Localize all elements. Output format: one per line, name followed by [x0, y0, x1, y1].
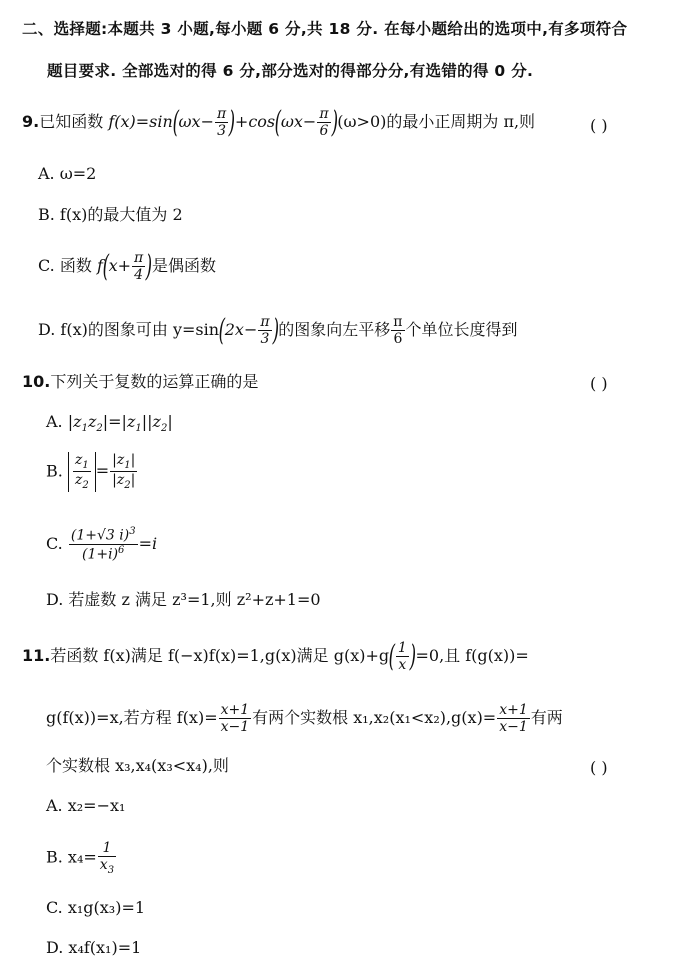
- q10-option-b-expression: $\frac{z_1}{z_2}$ = $\frac{|z_1|}{|z_2|}$: [68, 461, 138, 480]
- q11-line1-fraction: ( $\frac{1}{x}$ ): [388, 638, 416, 674]
- question-number: 11.: [22, 646, 51, 666]
- q11-line1-prefix: 若函数 f(x)满足 f(−x)f(x)=1,g(x)满足 g(x)+g: [50, 646, 390, 666]
- q11-line2-fraction-2: $\frac{x+1}{x-1}$: [499, 702, 528, 736]
- q9-option-d-expression: (2x− $\frac{\pi}{3}$ ): [218, 312, 279, 348]
- q9-option-c-suffix: 是偶函数: [151, 256, 216, 276]
- q11-option-b: [46, 840, 117, 876]
- q10-stem-text: 下列关于复数的运算正确的是: [50, 372, 259, 391]
- question-9-stem: [22, 106, 535, 139]
- q10-option-c-label: C.: [46, 533, 63, 553]
- answer-paren: ( ): [590, 116, 608, 135]
- q9-option-c-prefix: C. 函数: [38, 256, 97, 276]
- q9-option-a: A. ω=2: [38, 164, 97, 183]
- q10-option-a: [46, 414, 173, 434]
- question-11-line2: [46, 702, 563, 735]
- q11-option-b-label: B. x₄=: [46, 847, 97, 867]
- q9-option-d-shift: $\frac{\pi}{6}$: [393, 314, 403, 348]
- q11-line2-prefix: g(f(x))=x,若方程 f(x)=: [46, 708, 218, 728]
- q10-option-a-label: A.: [46, 412, 63, 431]
- q9-option-c-expression: f(x+ $\frac{\pi}{4}$ ): [96, 248, 153, 284]
- question-11-line1: [22, 640, 529, 673]
- q9-option-d: [38, 314, 518, 347]
- q9-option-d-mid: 的图象向左平移: [278, 320, 391, 340]
- answer-paren: ( ): [590, 374, 608, 393]
- q9-option-d-prefix: D. f(x)的图象可由 y=sin: [38, 320, 220, 340]
- answer-paren: ( ): [590, 758, 608, 777]
- q10-option-d: D. 若虚数 z 满足 z³=1,则 z²+z+1=0: [46, 590, 321, 609]
- question-10-stem: [22, 374, 258, 390]
- q11-line2-suffix: 有两: [530, 708, 563, 728]
- q9-option-c: [38, 250, 216, 283]
- q11-line1-suffix: =0,且 f(g(x))=: [415, 646, 529, 666]
- q10-option-c: [46, 526, 157, 563]
- section-header-line2: 题目要求. 全部选对的得 6 分,部分选对的得部分分,有选错的得 0 分.: [47, 62, 534, 80]
- q11-option-b-fraction: $\frac{1}{x_3}$: [99, 840, 115, 876]
- question-number: 10.: [22, 372, 51, 391]
- q9-option-b: B. f(x)的最大值为 2: [38, 205, 183, 224]
- q9-stem-prefix: 已知函数: [39, 112, 109, 132]
- q11-line2-mid: 有两个实数根 x₁,x₂(x₁<x₂),g(x)=: [252, 708, 497, 728]
- question-11-line3: 个实数根 x₃,x₄(x₃<x₄),则: [46, 756, 229, 775]
- q10-option-b: [46, 452, 138, 492]
- q10-option-a-expression: $|z_1z_2|=|z_1||z_2|$: [67, 412, 173, 435]
- q9-stem-suffix: (ω>0)的最小正周期为 π,则: [337, 112, 536, 132]
- q10-option-b-label: B.: [46, 461, 63, 481]
- q10-option-c-expression: $\frac{(1+√3 i)^3}{(1+i)^6}$ =i: [70, 526, 158, 563]
- q9-option-d-suffix: 个单位长度得到: [405, 320, 518, 340]
- question-number: 9.: [22, 112, 40, 132]
- q11-option-c: C. x₁g(x₃)=1: [46, 898, 146, 917]
- q11-option-a: A. x₂=−x₁: [46, 796, 126, 815]
- q11-line2-fraction-1: $\frac{x+1}{x-1}$: [220, 702, 250, 736]
- q11-option-d: D. x₄f(x₁)=1: [46, 938, 142, 957]
- section-header-line1: 二、选择题:本题共 3 小题,每小题 6 分,共 18 分. 在每小题给出的选项中,有多项符合: [22, 20, 628, 38]
- q9-function-expression: f(x)=sin(ωx− $\frac{\pi}{3}$ )+cos(ωx− $\frac{\pi}{6}$ ): [108, 104, 338, 140]
